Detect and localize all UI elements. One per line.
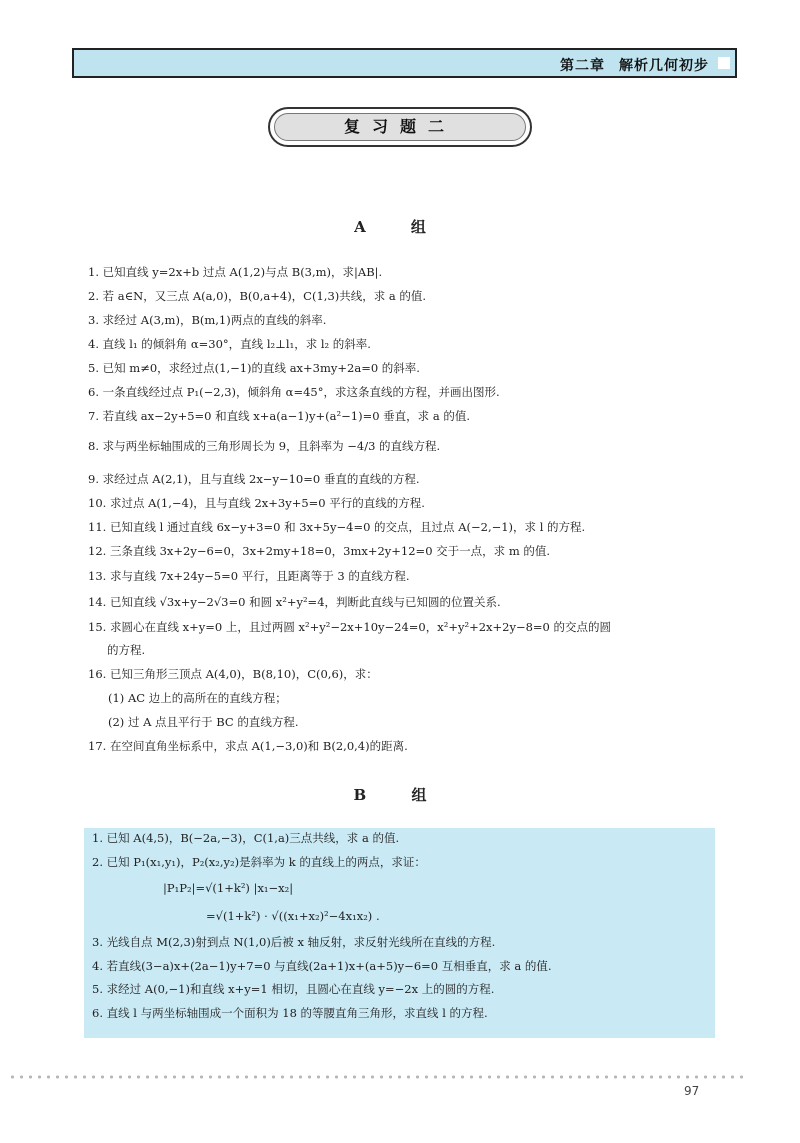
footer-dotted-divider: [8, 1075, 748, 1079]
review-title-badge: [268, 107, 532, 147]
group-b-formula-line2: =√(1+k²) · √((x₁+x₂)²−4x₁x₂) .: [206, 909, 380, 923]
group-a-item-4: 4. 直线 l₁ 的倾斜角 α=30°，直线 l₂⊥l₁，求 l₂ 的斜率.: [88, 337, 371, 351]
group-a-item-9: 9. 求经过点 A(2,1)，且与直线 2x−y−10=0 垂直的直线的方程.: [88, 472, 420, 486]
group-a-item-15: 15. 求圆心在直线 x+y=0 上，且过两圆 x²+y²−2x+10y−24=0，x²+y²+2x+2y−8=0 的交点的圆: [88, 620, 612, 634]
group-a-item-17: 17. 在空间直角坐标系中，求点 A(1,−3,0)和 B(2,0,4)的距离.: [88, 739, 408, 753]
group-a-item-12: 12. 三条直线 3x+2y−6=0，3x+2my+18=0，3mx+2y+12=0 交于一点，求 m 的值.: [88, 544, 551, 558]
group-a-item-2: 2. 若 a∈N，又三点 A(a,0)，B(0,a+4)，C(1,3)共线，求 a 的值.: [88, 289, 427, 303]
chapter-title: 解析几何初步: [619, 58, 709, 74]
group-a-item-16-sub2: (2) 过 A 点且平行于 BC 的直线方程.: [108, 715, 299, 729]
page-number: 97: [684, 1084, 700, 1098]
group-a-item-6: 6. 一条直线经过点 P₁(−2,3)，倾斜角 α=45°，求这条直线的方程，并画出图形.: [88, 385, 500, 399]
group-a-item-5: 5. 已知 m≠0，求经过点(1,−1)的直线 ax+3my+2a=0 的斜率.: [88, 361, 420, 375]
group-a-item-7: 7. 若直线 ax−2y+5=0 和直线 x+a(a−1)y+(a²−1)=0 垂直，求 a 的值.: [88, 409, 471, 423]
group-a-item-14: 14. 已知直线 √3x+y−2√3=0 和圆 x²+y²=4，判断此直线与已知圆的位置关系.: [88, 595, 501, 609]
chapter-header-bar: [72, 48, 737, 78]
group-b-item-4: 4. 若直线(3−a)x+(2a−1)y+7=0 与直线(2a+1)x+(a+5)y−6=0 互相垂直，求 a 的值.: [92, 959, 552, 973]
group-a-item-16-sub1: (1) AC 边上的高所在的直线方程；: [108, 691, 287, 705]
group-a-item-8: 8. 求与两坐标轴围成的三角形周长为 9，且斜率为 −4/3 的直线方程.: [88, 439, 441, 453]
group-a-item-10: 10. 求过点 A(1,−4)，且与直线 2x+3y+5=0 平行的直线的方程.: [88, 496, 425, 510]
group-a-title: A 组: [354, 218, 446, 236]
group-b-item-1: 1. 已知 A(4,5)，B(−2a,−3)，C(1,a)三点共线，求 a 的值.: [92, 831, 400, 845]
group-a-item-15-cont: 的方程.: [107, 643, 146, 657]
chapter-label: 第二章: [560, 58, 605, 74]
group-b-title: B 组: [353, 786, 447, 804]
chapter-header-title: [560, 55, 709, 75]
group-b-formula-line1: |P₁P₂|=√(1+k²) |x₁−x₂|: [163, 881, 294, 895]
header-square-icon: [718, 57, 730, 69]
group-a-item-13: 13. 求与直线 7x+24y−5=0 平行，且距离等于 3 的直线方程.: [88, 569, 410, 583]
group-a-item-1: 1. 已知直线 y=2x+b 过点 A(1,2)与点 B(3,m)，求|AB|.: [88, 265, 383, 279]
group-b-item-3: 3. 光线自点 M(2,3)射到点 N(1,0)后被 x 轴反射，求反射光线所在直线的方程.: [92, 935, 496, 949]
group-a-item-3: 3. 求经过 A(3,m)，B(m,1)两点的直线的斜率.: [88, 313, 327, 327]
group-a-item-11: 11. 已知直线 l 通过直线 6x−y+3=0 和 3x+5y−4=0 的交点，且过点 A(−2,−1)，求 l 的方程.: [88, 520, 586, 534]
group-b-item-6: 6. 直线 l 与两坐标轴围成一个面积为 18 的等腰直角三角形，求直线 l 的方程.: [92, 1006, 488, 1020]
group-a-item-16: 16. 已知三角形三顶点 A(4,0)，B(8,10)，C(0,6)，求：: [88, 667, 378, 681]
group-b-item-5: 5. 求经过 A(0,−1)和直线 x+y=1 相切，且圆心在直线 y=−2x 上的圆的方程.: [92, 982, 495, 996]
group-b-item-2: 2. 已知 P₁(x₁,y₁)，P₂(x₂,y₂)是斜率为 k 的直线上的两点，求证：: [92, 855, 426, 869]
review-title: 复习题二: [343, 117, 456, 136]
